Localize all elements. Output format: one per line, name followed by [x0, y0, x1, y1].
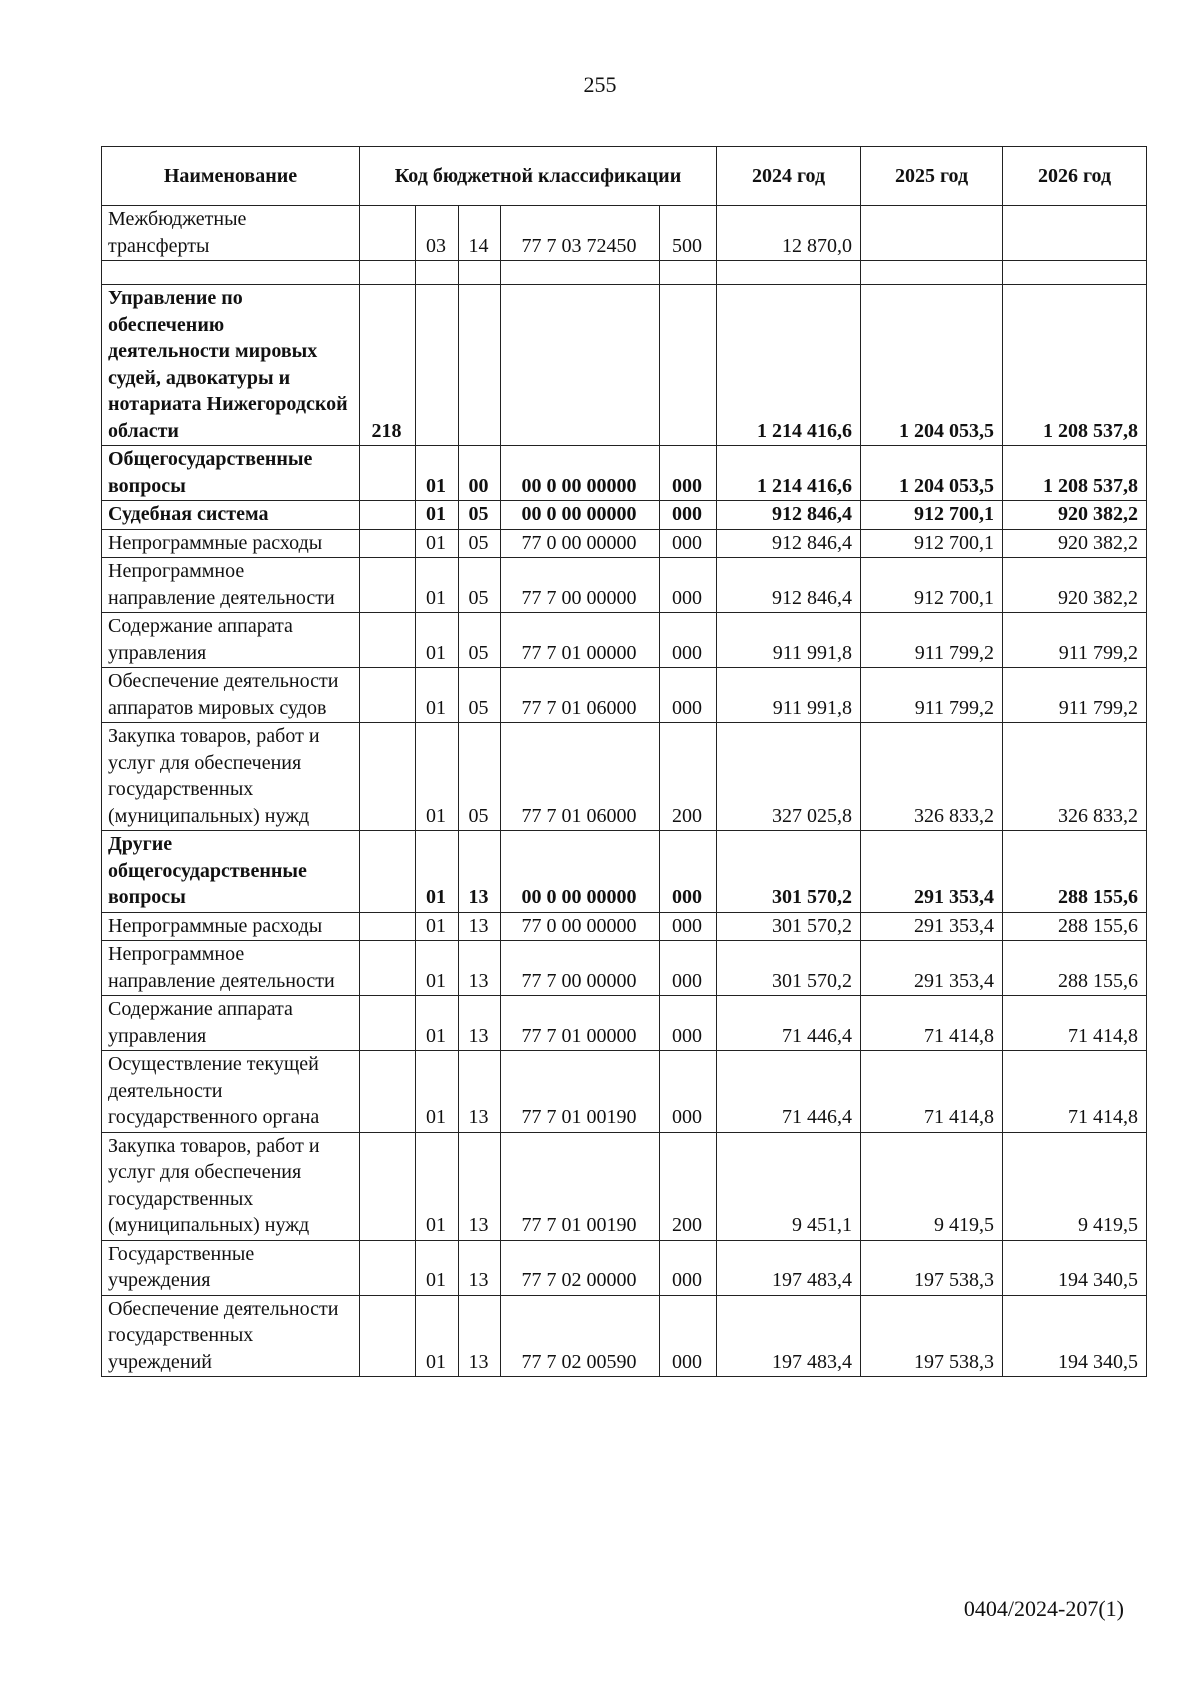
row-2025: 71 414,8: [861, 996, 1003, 1051]
row-ved: [360, 206, 416, 261]
row-csr: 77 7 01 06000: [501, 723, 660, 831]
row-2026: 920 382,2: [1003, 558, 1147, 613]
row-ved: 218: [360, 285, 416, 446]
header-code: Код бюджетной классификации: [360, 147, 717, 206]
row-ved: [360, 1132, 416, 1240]
row-pr: 13: [459, 941, 501, 996]
row-vr: 000: [660, 558, 717, 613]
row-2025: 71 414,8: [861, 1051, 1003, 1133]
budget-table: [101, 146, 1147, 1377]
row-2026: 288 155,6: [1003, 831, 1147, 913]
row-csr: 77 7 00 00000: [501, 941, 660, 996]
row-pr: 13: [459, 1240, 501, 1295]
row-rz: 01: [416, 1295, 459, 1377]
table-row: [102, 668, 1147, 723]
row-csr: 77 7 01 06000: [501, 668, 660, 723]
table-row: [102, 996, 1147, 1051]
row-rz: 01: [416, 558, 459, 613]
row-name: Другие общегосударственные вопросы: [102, 831, 360, 913]
row-2026: 71 414,8: [1003, 996, 1147, 1051]
row-name: Общегосударственные вопросы: [102, 446, 360, 501]
row-2024: 1 214 416,6: [717, 285, 861, 446]
row-2025: 912 700,1: [861, 501, 1003, 530]
row-2024: 912 846,4: [717, 558, 861, 613]
table-row: [102, 446, 1147, 501]
row-ved: [360, 912, 416, 941]
row-csr: 00 0 00 00000: [501, 446, 660, 501]
table-row: [102, 1051, 1147, 1133]
row-pr: 05: [459, 501, 501, 530]
row-pr: 13: [459, 831, 501, 913]
row-name: Судебная система: [102, 501, 360, 530]
row-2025: [861, 206, 1003, 261]
row-rz: 01: [416, 613, 459, 668]
row-vr: 200: [660, 1132, 717, 1240]
row-name: Содержание аппарата управления: [102, 996, 360, 1051]
row-csr: 77 7 02 00590: [501, 1295, 660, 1377]
row-name: Непрограммное направление деятельности: [102, 941, 360, 996]
row-pr: [459, 285, 501, 446]
row-2025: 1 204 053,5: [861, 446, 1003, 501]
row-2026: 920 382,2: [1003, 501, 1147, 530]
page-number: 255: [583, 72, 617, 97]
row-pr: 05: [459, 558, 501, 613]
row-rz: 01: [416, 1051, 459, 1133]
row-2024: 301 570,2: [717, 912, 861, 941]
row-name: Непрограммные расходы: [102, 912, 360, 941]
row-vr: 000: [660, 668, 717, 723]
row-2024: 911 991,8: [717, 613, 861, 668]
row-2025: 197 538,3: [861, 1240, 1003, 1295]
row-csr: 77 7 01 00190: [501, 1132, 660, 1240]
row-name: Закупка товаров, работ и услуг для обеспечения государственных (муниципальных) нужд: [102, 723, 360, 831]
row-name: Непрограммное направление деятельности: [102, 558, 360, 613]
header-2026: 2026 год: [1003, 147, 1147, 206]
row-rz: 01: [416, 912, 459, 941]
document-id: 0404/2024-207(1): [963, 1596, 1124, 1621]
row-rz: 01: [416, 1132, 459, 1240]
row-name: Обеспечение деятельности государственных учреждений: [102, 1295, 360, 1377]
row-rz: 01: [416, 446, 459, 501]
row-vr: 000: [660, 912, 717, 941]
row-rz: 01: [416, 831, 459, 913]
table-row: [102, 285, 1147, 446]
row-vr: 000: [660, 1295, 717, 1377]
row-ved: [360, 529, 416, 558]
row-pr: 13: [459, 912, 501, 941]
row-2024: 197 483,4: [717, 1240, 861, 1295]
row-2025: 197 538,3: [861, 1295, 1003, 1377]
table-row: [102, 613, 1147, 668]
row-vr: 000: [660, 613, 717, 668]
header-2025: 2025 год: [861, 147, 1003, 206]
row-2025: 912 700,1: [861, 558, 1003, 613]
row-2025: 912 700,1: [861, 529, 1003, 558]
row-rz: 01: [416, 941, 459, 996]
row-2026: 1 208 537,8: [1003, 285, 1147, 446]
row-2024: 12 870,0: [717, 206, 861, 261]
row-pr: 13: [459, 1295, 501, 1377]
row-2024: 9 451,1: [717, 1132, 861, 1240]
row-pr: 13: [459, 1132, 501, 1240]
row-pr: 13: [459, 996, 501, 1051]
row-vr: 000: [660, 941, 717, 996]
row-2024: 301 570,2: [717, 941, 861, 996]
row-name: Осуществление текущей деятельности государственного органа: [102, 1051, 360, 1133]
row-rz: 01: [416, 996, 459, 1051]
row-2025: 9 419,5: [861, 1132, 1003, 1240]
row-2026: 71 414,8: [1003, 1051, 1147, 1133]
row-pr: 05: [459, 668, 501, 723]
row-rz: 03: [416, 206, 459, 261]
row-ved: [360, 558, 416, 613]
table-row: [102, 723, 1147, 831]
header-2024: 2024 год: [717, 147, 861, 206]
table-row: [102, 206, 1147, 261]
row-ved: [360, 1051, 416, 1133]
row-pr: 00: [459, 446, 501, 501]
row-pr: 14: [459, 206, 501, 261]
row-rz: 01: [416, 501, 459, 530]
row-csr: 00 0 00 00000: [501, 831, 660, 913]
row-pr: 05: [459, 613, 501, 668]
row-csr: 77 0 00 00000: [501, 912, 660, 941]
row-ved: [360, 723, 416, 831]
row-name: Межбюджетные трансферты: [102, 206, 360, 261]
row-2024: 327 025,8: [717, 723, 861, 831]
row-rz: 01: [416, 1240, 459, 1295]
row-2025: 326 833,2: [861, 723, 1003, 831]
row-vr: 000: [660, 1240, 717, 1295]
row-ved: [360, 446, 416, 501]
row-csr: 77 7 00 00000: [501, 558, 660, 613]
row-2024: 71 446,4: [717, 996, 861, 1051]
row-rz: 01: [416, 529, 459, 558]
row-vr: 000: [660, 831, 717, 913]
table-row: [102, 1132, 1147, 1240]
row-2026: 194 340,5: [1003, 1240, 1147, 1295]
row-vr: [660, 285, 717, 446]
row-2026: 194 340,5: [1003, 1295, 1147, 1377]
row-csr: 77 7 01 00000: [501, 613, 660, 668]
row-2024: 1 214 416,6: [717, 446, 861, 501]
row-name: Непрограммные расходы: [102, 529, 360, 558]
row-rz: 01: [416, 723, 459, 831]
row-vr: 000: [660, 996, 717, 1051]
row-2025: 291 353,4: [861, 941, 1003, 996]
row-2025: 1 204 053,5: [861, 285, 1003, 446]
row-2024: 912 846,4: [717, 529, 861, 558]
table-row: [102, 501, 1147, 530]
row-2025: 291 353,4: [861, 831, 1003, 913]
row-ved: [360, 613, 416, 668]
row-ved: [360, 996, 416, 1051]
row-2026: 1 208 537,8: [1003, 446, 1147, 501]
row-vr: 500: [660, 206, 717, 261]
row-csr: 77 7 03 72450: [501, 206, 660, 261]
row-vr: 200: [660, 723, 717, 831]
row-ved: [360, 1240, 416, 1295]
row-vr: 000: [660, 446, 717, 501]
row-pr: 13: [459, 1051, 501, 1133]
row-csr: [501, 285, 660, 446]
row-csr: 77 0 00 00000: [501, 529, 660, 558]
row-name: Государственные учреждения: [102, 1240, 360, 1295]
table-row: [102, 912, 1147, 941]
row-name: Закупка товаров, работ и услуг для обеспечения государственных (муниципальных) нужд: [102, 1132, 360, 1240]
row-2026: [1003, 206, 1147, 261]
table-row: [102, 831, 1147, 913]
row-csr: 77 7 01 00190: [501, 1051, 660, 1133]
table-row: [102, 1295, 1147, 1377]
row-2026: 9 419,5: [1003, 1132, 1147, 1240]
row-pr: 05: [459, 723, 501, 831]
row-ved: [360, 831, 416, 913]
row-2024: 197 483,4: [717, 1295, 861, 1377]
row-ved: [360, 941, 416, 996]
row-2026: 288 155,6: [1003, 912, 1147, 941]
table-row: [102, 1240, 1147, 1295]
row-2024: 912 846,4: [717, 501, 861, 530]
row-name: Обеспечение деятельности аппаратов мировых судов: [102, 668, 360, 723]
row-pr: 05: [459, 529, 501, 558]
table-header-row: [102, 147, 1147, 206]
spacer-row: [102, 261, 1147, 285]
row-2026: 911 799,2: [1003, 613, 1147, 668]
table-row: [102, 941, 1147, 996]
row-rz: [416, 285, 459, 446]
row-vr: 000: [660, 1051, 717, 1133]
row-2024: 301 570,2: [717, 831, 861, 913]
row-csr: 77 7 01 00000: [501, 996, 660, 1051]
row-csr: 77 7 02 00000: [501, 1240, 660, 1295]
row-2025: 291 353,4: [861, 912, 1003, 941]
row-2026: 288 155,6: [1003, 941, 1147, 996]
row-ved: [360, 668, 416, 723]
row-2026: 911 799,2: [1003, 668, 1147, 723]
row-ved: [360, 501, 416, 530]
row-csr: 00 0 00 00000: [501, 501, 660, 530]
row-2026: 326 833,2: [1003, 723, 1147, 831]
row-2025: 911 799,2: [861, 668, 1003, 723]
row-ved: [360, 1295, 416, 1377]
row-2025: 911 799,2: [861, 613, 1003, 668]
table-row: [102, 558, 1147, 613]
row-vr: 000: [660, 501, 717, 530]
row-2024: 71 446,4: [717, 1051, 861, 1133]
row-rz: 01: [416, 668, 459, 723]
row-name: Содержание аппарата управления: [102, 613, 360, 668]
table-row: [102, 529, 1147, 558]
header-name: Наименование: [102, 147, 360, 206]
row-name: Управление по обеспечению деятельности мировых судей, адвокатуры и нотариата Нижегородской области: [102, 285, 360, 446]
row-2026: 920 382,2: [1003, 529, 1147, 558]
row-2024: 911 991,8: [717, 668, 861, 723]
row-vr: 000: [660, 529, 717, 558]
